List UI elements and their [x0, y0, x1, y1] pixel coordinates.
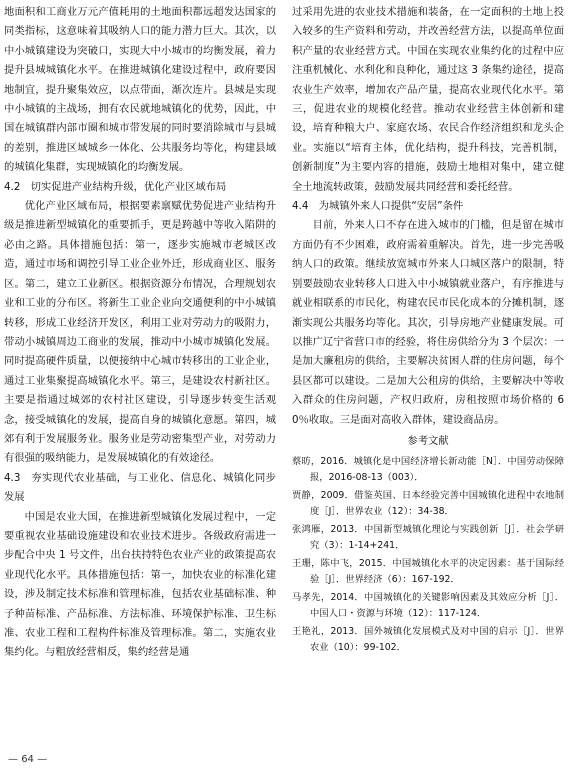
reference-item: 王艳礼，2013．国外城镇化发展模式及对中国的启示［J］．世界农业（10）：99-102．: [292, 625, 564, 654]
paragraph: 优化产业区域布局，根据要素禀赋优势促进产业结构升级是推进新型城镇化的重要抓手，更是跨越中等收入陷阱的必由之路。具体措施包括：第一，逐步实施城市老城区改造，通过市场和调控引导工业企业外迁，形成商业区、服务区。第二，建立工业新区。根据资源分布情况，合理规划农业和工业的分布区。将新生工业企业向交通便利的中小城镇转移，形成工业经济开发区，利用工业对劳动力的吸附力，带动小城镇周边工商业的发展，推动中小城市城镇化发展。同时提高硬件质量，以便接纳中心城市转移出的工业企业，通过工业集聚提高城镇化水平。第三，是建设农村新社区。主要是指通过城郊的农村社区建设，引导逐步转变生活观念，接受城镇化的发展，提高自身的城镇化意愿。第四，城郊有利于发展服务业。服务业是劳动密集型产业，对劳动力有很强的吸纳能力，是发展城镇化的有效途径。: [4, 200, 276, 465]
right-column: [292, 3, 564, 658]
paragraph: 过采用先进的农业技术措施和装备，在一定面积的土地上投入较多的生产资料和劳动，并改善经营方法，以提高单位面积产量的农业经营方式。中国在实现农业集约化的过程中应注重机械化、水利化和良种化，通过这 3 条集约途径，提高农业生产效率，增加农产品产量，提高农业现代化水平。第三，促进农业的规模化经营。推动农业经营主体创新和建设，培育种粮大户、家庭农场、农民合作经济组织和龙头企业。实施以“培育主体，优化结构，提升科技，完善机制，创新制度”为主要内容的措施，鼓励土地相对集中，建立健全土地流转政策，鼓励发展共同经营和委托经营。: [292, 6, 564, 193]
paragraph: 目前，外来人口不存在进入城市的门槛，但是留在城市方面仍有不少困难，政府需着重解决。首先，进一步完善吸纳人口的政策。继续放宽城市外来人口城区落户的限制，特别要鼓励农业转移人口进入中小城镇就业落户，有序推进与就业相联系的市民化，构建农民市民化成本的分摊机制，逐渐实现公共服务均等化。其次，引导房地产业健康发展。可以推广辽宁省营口市的经验，将住房供给分为 3 个层次：一是加大廉租房的供给，主要解决贫困人群的住房问题，每个县区都可以建设。二是加大公租房的供给，主要解决中等收入群众的住房问题，产权归政府，房租按照市场价格的 60％收取。三是面对高收入群体，建设商品房。: [292, 219, 564, 426]
references-title: 参考文献: [407, 434, 449, 447]
page-number: — 64 —: [8, 754, 48, 765]
reference-item: 王珊，陈中飞，2015．中国城镇化水平的决定因素：基于国际经验［J］．世界经济（6）：167-192．: [292, 557, 564, 586]
paragraph: 中国是农业大国，在推进新型城镇化发展过程中，一定要重视农业基础设施建设和农业技术进步。各级政府需进一步配合中央 1 号文件，出台扶持特色农业产业的政策提高农业现代化水平。具体措施包括：第一，加快农业的标准化建设，涉及制定技术标准和管理标准，包括农业基础标准、种子种苗标准、产品标准、方法标准、环境保护标准、卫生标准、农业工程和工程构件标准及管理标准。第二，实施农业集约化。与粗放经营相反，集约经营是通: [4, 510, 276, 659]
section-heading-4-3: 4.3 夯实现代农业基础，与工业化、信息化、城镇化同步发展: [4, 471, 276, 504]
references-list: [292, 454, 564, 657]
reference-item: 蔡昉，2016．城镇化是中国经济增长新动能［N］．中国劳动保障报，2016-08-13（003）．: [292, 455, 564, 484]
reference-item: 贾静，2009．借鉴英国、日本经验完善中国城镇化进程中农地制度［J］．世界农业（12）：34-38．: [292, 489, 564, 518]
reference-item: 张鸿雁，2013．中国新型城镇化理论与实践创新［J］．社会学研究（3）：1-14+241．: [292, 523, 564, 552]
paragraph: 地面积和工商业万元产值耗用的土地面积都远超发达国家的同类指标，这意味着其吸纳人口的能力潜力巨大。其次，以中小城镇建设为突破口，实现大中小城市的均衡发展，着力提升县城城镇化水平。在推进城镇化建设过程中，政府要因地制宜，提升聚集效应，以点带面，渐次连片。县城是实现中小城镇的主战场，拥有农民就地城镇化的优势，因此，中国在城镇群内部市圈和城市带发展的同时要消除城市与县城的差别，推进区域城乡一体化、公共服务均等化，构建县域的城镇化集群，实现城镇化的均衡发展。: [4, 6, 276, 174]
page-number-value: 64: [21, 754, 34, 765]
reference-item: 马孝先，2014．中国城镇化的关键影响因素及其效应分析［J］．中国人口・资源与环境（12）：117-124．: [292, 591, 564, 620]
section-heading-4-2: 4.2 切实促进产业结构升级，优化产业区域布局: [4, 180, 227, 193]
left-column: [4, 3, 276, 663]
section-heading-4-4: 4.4 为城镇外来人口提供“安居”条件: [292, 200, 464, 213]
